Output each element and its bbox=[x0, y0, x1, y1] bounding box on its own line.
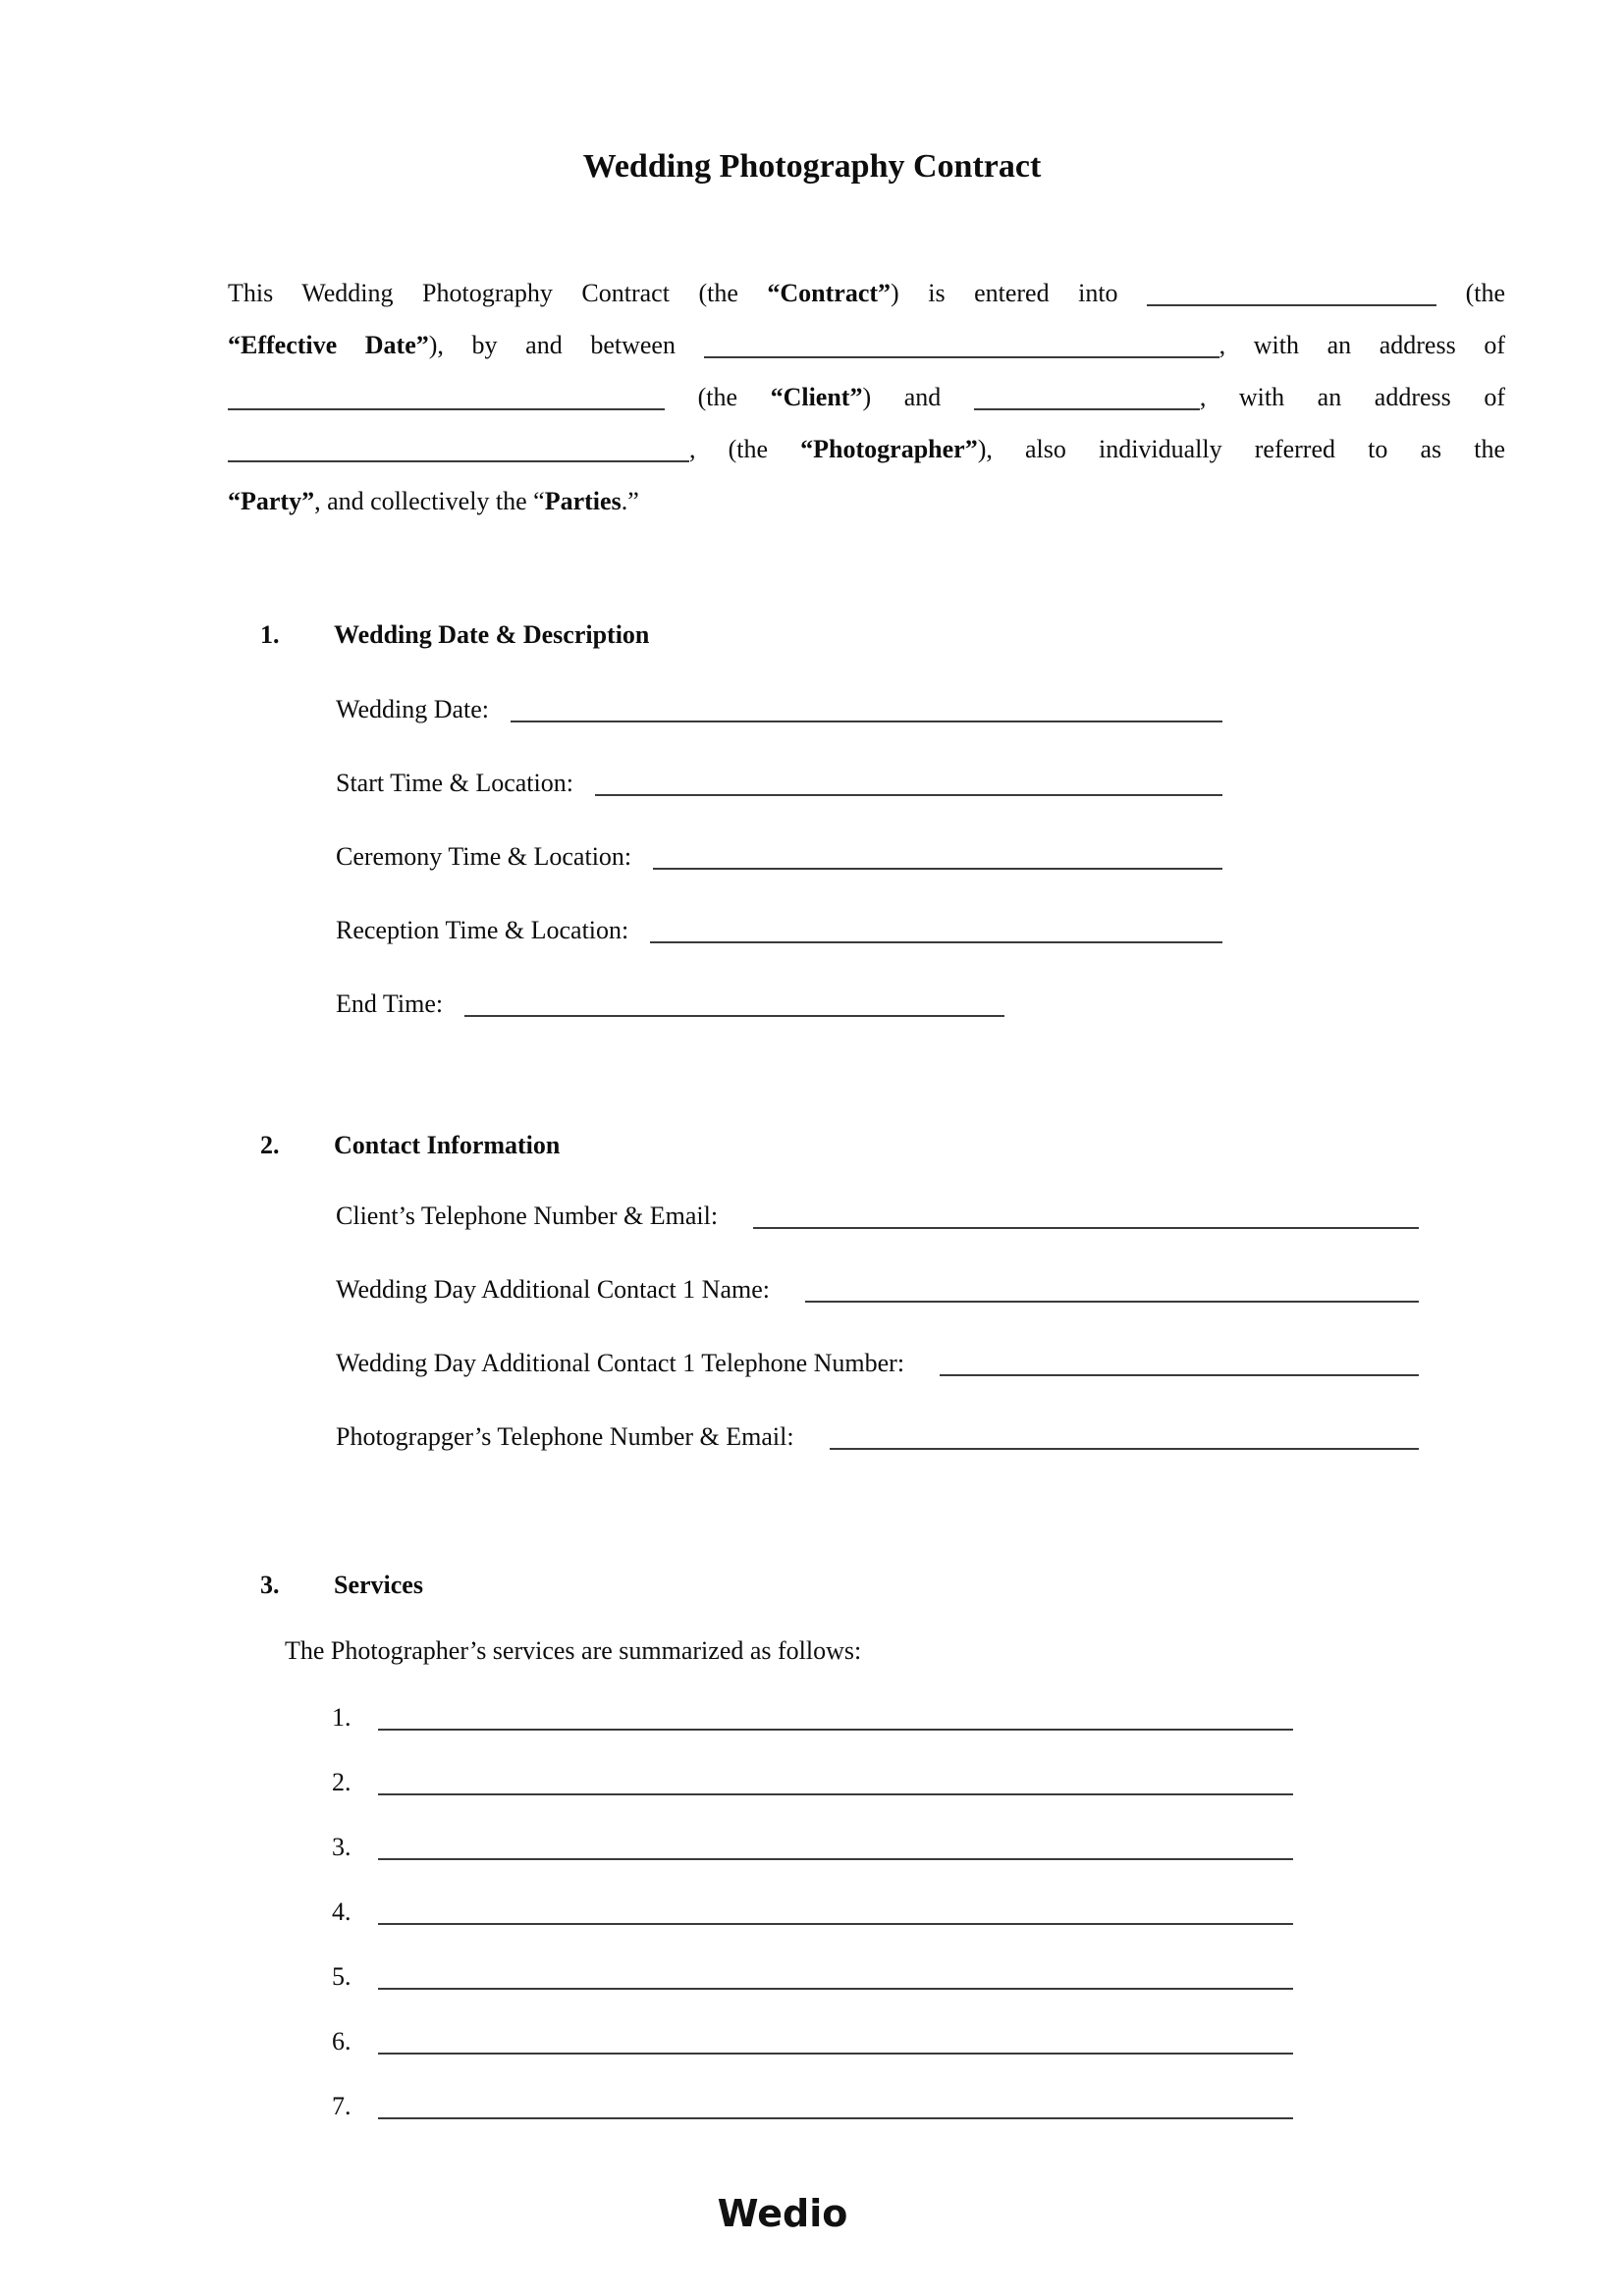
field-row bbox=[336, 767, 1222, 800]
contact1-name-line[interactable] bbox=[805, 1301, 1419, 1303]
wedio-logo: Wedio bbox=[717, 2192, 848, 2235]
field-row bbox=[336, 840, 1222, 874]
field-row bbox=[336, 1200, 1419, 1233]
section-title: Contact Information bbox=[334, 1131, 561, 1159]
intro-text: , (the bbox=[689, 435, 801, 463]
service-item bbox=[332, 2092, 1293, 2121]
field-label: Wedding Day Additional Contact 1 Telephone Number: bbox=[336, 1349, 905, 1377]
service-line-7[interactable] bbox=[378, 2117, 1293, 2119]
item-number: 6. bbox=[332, 2027, 352, 2056]
section-title: Wedding Date & Description bbox=[334, 620, 650, 649]
field-row bbox=[336, 1347, 1419, 1380]
start-time-location-line[interactable] bbox=[595, 794, 1222, 796]
service-line-1[interactable] bbox=[378, 1729, 1293, 1731]
item-number: 1. bbox=[332, 1703, 352, 1732]
section-heading bbox=[260, 1569, 1624, 1602]
intro-line-4 bbox=[228, 423, 1505, 475]
client-address-blank[interactable] bbox=[228, 383, 665, 410]
item-number: 4. bbox=[332, 1897, 352, 1926]
field-row bbox=[336, 988, 1004, 1021]
section-fields bbox=[336, 693, 1624, 1021]
term-parties: Parties bbox=[544, 487, 622, 515]
intro-line-3 bbox=[228, 371, 1505, 423]
item-number: 2. bbox=[332, 1768, 352, 1796]
service-line-4[interactable] bbox=[378, 1923, 1293, 1925]
intro-text: ), also individually referred to as the bbox=[977, 435, 1505, 463]
field-label: Ceremony Time & Location: bbox=[336, 842, 632, 871]
service-item bbox=[332, 1703, 1293, 1733]
section-number: 3. bbox=[260, 1571, 280, 1599]
item-number: 7. bbox=[332, 2092, 352, 2120]
client-phone-email-line[interactable] bbox=[753, 1227, 1419, 1229]
photographer-name-blank[interactable] bbox=[974, 383, 1200, 410]
service-item bbox=[332, 1768, 1293, 1797]
field-label: Wedding Day Additional Contact 1 Name: bbox=[336, 1275, 770, 1304]
intro-text: ) and bbox=[862, 383, 974, 411]
service-item bbox=[332, 1962, 1293, 1992]
intro-text: .” bbox=[621, 487, 639, 515]
intro-text: , with an address of bbox=[1199, 383, 1505, 411]
section-fields bbox=[336, 1200, 1624, 1454]
services-intro: The Photographer’s services are summarized as follows: bbox=[285, 1636, 862, 1665]
service-line-3[interactable] bbox=[378, 1858, 1293, 1860]
term-photographer: “Photographer” bbox=[800, 435, 978, 463]
field-label: Wedding Date: bbox=[336, 695, 490, 723]
end-time-line[interactable] bbox=[464, 1015, 1004, 1017]
intro-line-2 bbox=[228, 319, 1505, 371]
photographer-phone-email-line[interactable] bbox=[830, 1448, 1419, 1450]
field-row bbox=[336, 1420, 1419, 1454]
section-services bbox=[260, 1569, 1624, 2157]
item-number: 3. bbox=[332, 1833, 352, 1861]
contact1-phone-line[interactable] bbox=[940, 1374, 1419, 1376]
field-label: Start Time & Location: bbox=[336, 769, 573, 797]
effective-date-blank[interactable] bbox=[1147, 279, 1436, 306]
services-list bbox=[332, 1703, 1624, 2121]
service-item bbox=[332, 2027, 1293, 2056]
intro-text: (the bbox=[1436, 279, 1506, 307]
section-number: 2. bbox=[260, 1131, 280, 1159]
wedding-date-line[interactable] bbox=[511, 721, 1222, 722]
ceremony-time-location-line[interactable] bbox=[653, 868, 1222, 870]
page-title: Wedding Photography Contract bbox=[582, 148, 1042, 185]
section-contact-information bbox=[260, 1129, 1624, 1494]
intro-line-5 bbox=[228, 475, 1505, 527]
field-row bbox=[336, 914, 1222, 947]
field-label: Photograpger’s Telephone Number & Email: bbox=[336, 1422, 794, 1451]
intro-text: ), by and between bbox=[428, 331, 704, 359]
section-heading bbox=[260, 618, 1624, 652]
photographer-address-blank[interactable] bbox=[228, 435, 689, 462]
intro-paragraph bbox=[228, 267, 1505, 527]
term-client: “Client” bbox=[770, 383, 863, 411]
field-row bbox=[336, 1273, 1419, 1307]
intro-text: ) is entered into bbox=[891, 279, 1148, 307]
intro-text: This Wedding Photography Contract (the bbox=[228, 279, 768, 307]
section-wedding-date bbox=[260, 618, 1624, 1061]
client-name-blank[interactable] bbox=[704, 331, 1219, 358]
section-heading bbox=[260, 1129, 1624, 1162]
service-line-5[interactable] bbox=[378, 1988, 1293, 1990]
intro-text: , with an address of bbox=[1218, 331, 1505, 359]
service-item bbox=[332, 1833, 1293, 1862]
section-title: Services bbox=[334, 1571, 423, 1599]
term-effective-date: “Effective Date” bbox=[228, 331, 429, 359]
intro-text: , and collectively the “ bbox=[314, 487, 545, 515]
reception-time-location-line[interactable] bbox=[650, 941, 1222, 943]
service-line-2[interactable] bbox=[378, 1793, 1293, 1795]
term-contract: “Contract” bbox=[767, 279, 892, 307]
field-row bbox=[336, 693, 1222, 726]
intro-line-1 bbox=[228, 267, 1505, 319]
intro-text: (the bbox=[665, 383, 771, 411]
section-number: 1. bbox=[260, 620, 280, 649]
term-party: “Party” bbox=[228, 487, 315, 515]
field-label: End Time: bbox=[336, 989, 444, 1018]
service-line-6[interactable] bbox=[378, 2053, 1293, 2055]
service-item bbox=[332, 1897, 1293, 1927]
field-label: Reception Time & Location: bbox=[336, 916, 629, 944]
item-number: 5. bbox=[332, 1962, 352, 1991]
field-label: Client’s Telephone Number & Email: bbox=[336, 1201, 719, 1230]
